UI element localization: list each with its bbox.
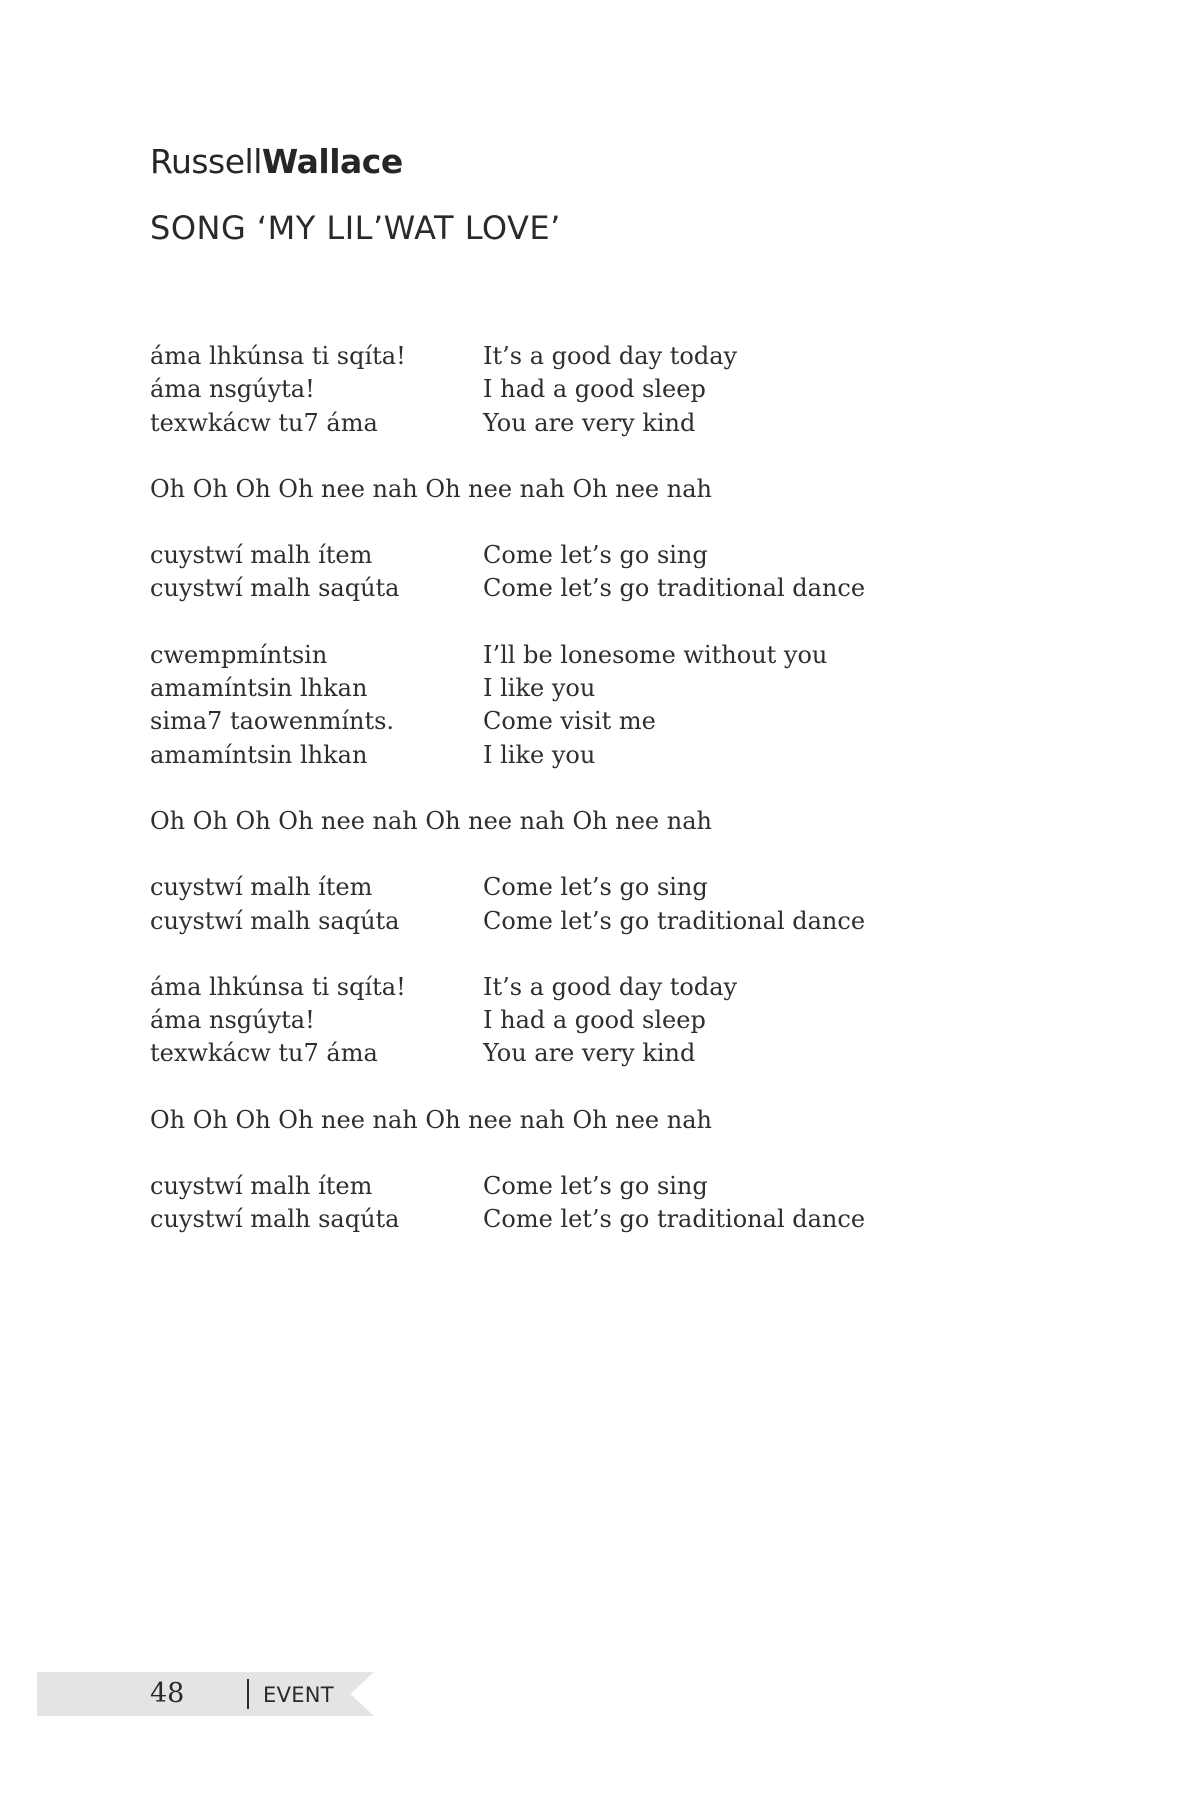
lyric-original: texwkácw tu7 áma <box>150 408 378 437</box>
lyric-original: Oh Oh Oh Oh nee nah Oh nee nah Oh nee nah <box>150 474 712 503</box>
stanza <box>150 539 1050 606</box>
lyric-line <box>150 1004 1050 1037</box>
lyric-original: cuystwí malh saqúta <box>150 574 400 603</box>
lyric-line <box>150 1104 1050 1137</box>
page-number: 48 <box>150 1678 185 1709</box>
lyric-line <box>150 971 1050 1004</box>
stanza <box>150 871 1050 938</box>
song-title: SONG ‘MY LIL’WAT LOVE’ <box>150 209 561 247</box>
lyric-original: cuystwí malh ítem <box>150 873 373 902</box>
lyric-line <box>150 340 1050 373</box>
lyric-line <box>150 705 1050 738</box>
lyric-line <box>150 373 1050 406</box>
lyric-line <box>150 905 1050 938</box>
lyric-original: áma lhkúnsa ti sqíta! <box>150 342 406 370</box>
lyric-translation: I had a good sleep <box>483 375 706 404</box>
lyric-line <box>150 871 1050 904</box>
lyric-original: sima7 taowenmínts. <box>150 707 395 736</box>
lyric-original: texwkácw tu7 áma <box>150 1039 378 1068</box>
lyric-original: cuystwí malh saqúta <box>150 906 400 935</box>
lyric-original: amamíntsin lhkan <box>150 740 368 769</box>
lyric-original: amamíntsin lhkan <box>150 674 368 703</box>
lyric-translation: I’ll be lonesome without you <box>483 640 828 669</box>
lyric-translation: You are very kind <box>483 408 696 437</box>
stanza <box>150 1104 1050 1137</box>
lyric-translation: You are very kind <box>483 1039 696 1068</box>
author-name <box>150 142 403 182</box>
lyric-original: áma nsgúyta! <box>150 375 315 404</box>
lyric-translation: It’s a good day today <box>483 342 738 370</box>
lyric-translation: Come visit me <box>483 707 656 736</box>
stanza <box>150 639 1050 772</box>
section-label: EVENT <box>263 1683 334 1707</box>
stanza <box>150 971 1050 1071</box>
lyric-original: cuystwí malh ítem <box>150 541 373 570</box>
lyric-line <box>150 639 1050 672</box>
lyrics-body <box>150 340 1050 1270</box>
lyric-line <box>150 672 1050 705</box>
lyric-translation: I had a good sleep <box>483 1006 706 1035</box>
lyric-line <box>150 407 1050 440</box>
lyric-line <box>150 1203 1050 1236</box>
footer-divider <box>247 1679 249 1709</box>
lyric-line <box>150 572 1050 605</box>
lyric-translation: Come let’s go sing <box>483 1172 708 1201</box>
lyric-translation: Come let’s go sing <box>483 873 708 902</box>
author-last-name: Wallace <box>261 142 403 181</box>
lyric-line <box>150 805 1050 838</box>
lyric-line <box>150 473 1050 506</box>
lyric-translation: Come let’s go traditional dance <box>483 574 866 603</box>
stanza <box>150 473 1050 506</box>
lyric-line <box>150 1170 1050 1203</box>
lyric-original: áma lhkúnsa ti sqíta! <box>150 972 406 1001</box>
lyric-line <box>150 1037 1050 1070</box>
lyric-translation: I like you <box>483 740 596 769</box>
lyric-original: cwempmíntsin <box>150 640 328 669</box>
lyric-translation: It’s a good day today <box>483 972 738 1001</box>
lyric-line <box>150 739 1050 772</box>
stanza <box>150 1170 1050 1237</box>
lyric-original: Oh Oh Oh Oh nee nah Oh nee nah Oh nee nah <box>150 1105 712 1134</box>
lyric-translation: Come let’s go traditional dance <box>483 906 866 935</box>
stanza <box>150 805 1050 838</box>
lyric-translation: Come let’s go traditional dance <box>483 1205 866 1234</box>
stanza <box>150 340 1050 440</box>
lyric-line <box>150 539 1050 572</box>
lyric-original: Oh Oh Oh Oh nee nah Oh nee nah Oh nee nah <box>150 806 712 835</box>
lyric-translation: Come let’s go sing <box>483 541 708 570</box>
author-first-name: Russell <box>150 142 262 181</box>
lyric-original: cuystwí malh saqúta <box>150 1205 400 1234</box>
lyric-translation: I like you <box>483 674 596 703</box>
lyric-original: cuystwí malh ítem <box>150 1172 373 1201</box>
lyric-original: áma nsgúyta! <box>150 1006 315 1035</box>
